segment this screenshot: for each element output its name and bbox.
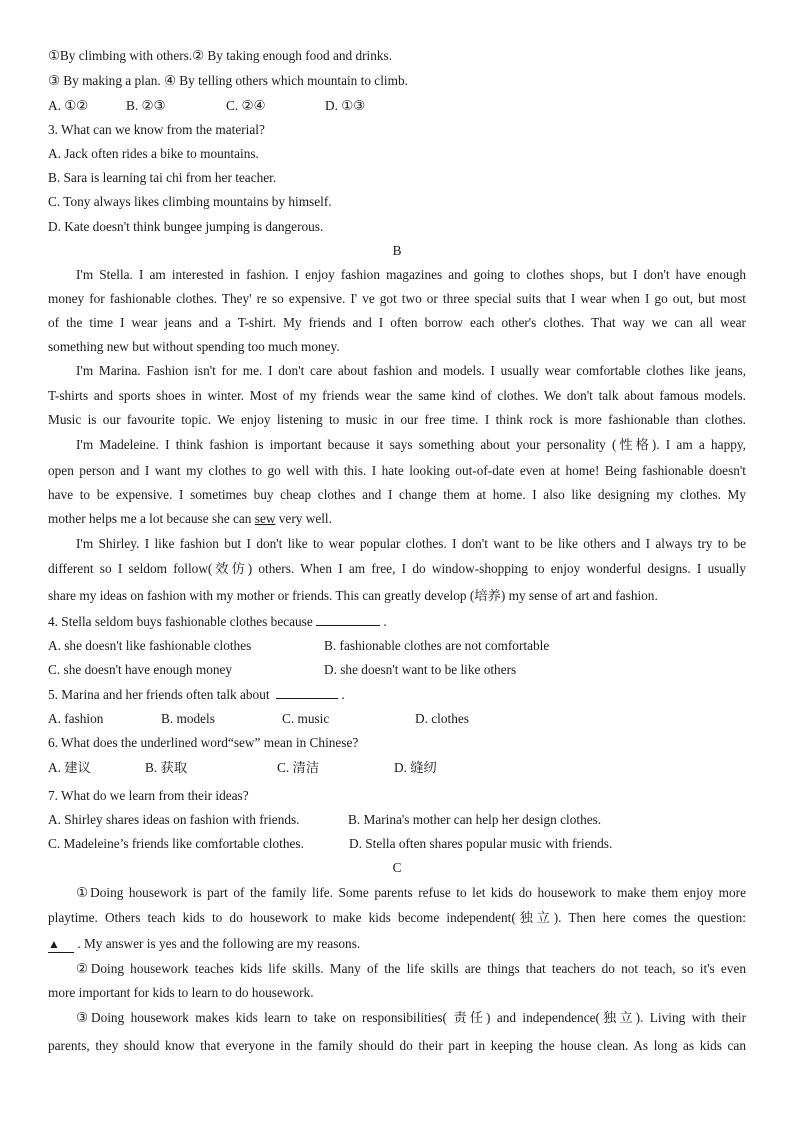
q5-answer-blank[interactable] [276, 684, 338, 699]
marina-paragraph-line: I'm Marina. Fashion isn't for me. I don't care about fashion and models. I usually wear comfortable clothes like jeans, [76, 363, 746, 378]
q2-option-b[interactable]: B. ②③ [126, 98, 166, 113]
q2-choice-line-2: ③ By making a plan. ④ By telling others which mountain to climb. [48, 73, 408, 88]
q3-option-d[interactable]: D. Kate doesn't think bungee jumping is dangerous. [48, 219, 324, 234]
q5-options [48, 708, 746, 730]
section-b-heading: B [392, 243, 402, 258]
shirley-paragraph-line: different so I seldom follow(效仿) others. When I am free, I do window-shopping to enjoy wonderful designs. I usually [48, 561, 746, 576]
q6-option-a[interactable]: A. 建议 [48, 760, 91, 775]
q4-option-b[interactable]: B. fashionable clothes are not comfortable [324, 638, 550, 653]
q5-stem: 5. Marina and her friends often talk about [48, 687, 270, 702]
madeleine-paragraph-line: have to be expensive. I sometimes buy cheap clothes and I change them at home. I also like designing my clothes. My [48, 487, 746, 502]
madeleine-paragraph-line: open person and I want my clothes to go well with this. I hate looking out-of-date even at home! Being fashionable doesn't [48, 463, 746, 478]
section-c-paragraph-2-line: more important for kids to learn to do housework. [48, 985, 314, 1000]
q5-option-d[interactable]: D. clothes [415, 711, 469, 726]
q4-stem: 4. Stella seldom buys fashionable clothes because [48, 614, 313, 629]
q4-option-c[interactable]: C. she doesn't have enough money [48, 662, 233, 677]
q6-option-d[interactable]: D. 缝纫 [394, 760, 437, 775]
section-c-paragraph-1-line [48, 933, 746, 955]
stella-paragraph-line: I'm Stella. I am interested in fashion. I enjoy fashion magazines and going to clothes shops, but I don't have enough [76, 267, 746, 282]
marina-paragraph-line: Music is our favourite topic. We enjoy listening to music in our free time. I think rock is more fashionable than clothes. [48, 412, 746, 427]
shirley-paragraph-line: share my ideas on fashion with my mother or friends. This can greatly develop (培养) my sense of art and fashion. [48, 588, 658, 603]
q5-option-a[interactable]: A. fashion [48, 711, 104, 726]
q4-option-a[interactable]: A. she doesn't like fashionable clothes [48, 638, 252, 653]
q2-option-d[interactable]: D. ①③ [325, 98, 366, 113]
q2-choice-line-1: ①By climbing with others.② By taking enough food and drinks. [48, 48, 393, 63]
section-c-paragraph-3-line: parents, they should know that everyone in the family should do their part in keeping the house clean. As long as kids can [48, 1038, 746, 1053]
section-c-paragraph-1-line: playtime. Others teach kids to do housework to make kids become independent(独立). Then here comes the question: [48, 910, 746, 925]
q3-stem: 3. What can we know from the material? [48, 122, 265, 137]
stella-paragraph-line: money for fashionable clothes. They' re so expensive. I' ve got two or three special suits that I wear when I go out, but most [48, 291, 746, 306]
q2-option-c[interactable]: C. ②④ [226, 98, 266, 113]
q5-option-c[interactable]: C. music [282, 711, 330, 726]
marina-paragraph-line: T-shirts and sports shoes in winter. Most of my friends wear the same kind of clothes. We don't talk about famous models. [48, 388, 746, 403]
q3-option-c[interactable]: C. Tony always likes climbing mountains by himself. [48, 194, 332, 209]
q7-stem: 7. What do we learn from their ideas? [48, 788, 249, 803]
section-c-heading: C [392, 860, 402, 875]
madeleine-paragraph-line [48, 508, 746, 530]
stella-paragraph-line: of the time I wear jeans and a T-shirt. My friends and I often borrow each other's clothes. That way we can all wear [48, 315, 746, 330]
question-blank-marker[interactable]: ▲ [48, 937, 74, 953]
q3-option-a[interactable]: A. Jack often rides a bike to mountains. [48, 146, 259, 161]
section-c-paragraph-1-end: . My answer is yes and the following are my reasons. [77, 936, 361, 951]
q7-option-d[interactable]: D. Stella often shares popular music with friends. [349, 836, 613, 851]
q4-answer-blank[interactable] [316, 611, 380, 626]
q2-options [48, 95, 746, 117]
q4-options-row-1 [48, 635, 746, 657]
q7-option-c[interactable]: C. Madeleine’s friends like comfortable clothes. [48, 836, 304, 851]
q5-option-b[interactable]: B. models [161, 711, 215, 726]
q6-stem: 6. What does the underlined word“sew” mean in Chinese? [48, 735, 359, 750]
madeleine-text-before: mother helps me a lot because she can [48, 511, 255, 526]
q7-option-b[interactable]: B. Marina's mother can help her design clothes. [348, 812, 602, 827]
q6-options [48, 757, 746, 779]
q3-option-b[interactable]: B. Sara is learning tai chi from her teacher. [48, 170, 277, 185]
underlined-word-sew: sew [254, 511, 276, 526]
q2-option-a[interactable]: A. ①② [48, 98, 89, 113]
section-c-paragraph-1-line: ①Doing housework is part of the family life. Some parents refuse to let kids do housework to make them enjoy more [76, 885, 746, 900]
q4-options-row-2 [48, 659, 746, 681]
madeleine-paragraph-line: I'm Madeleine. I think fashion is important because it says something about your personality (性格). I am a happy, [76, 437, 746, 452]
q7-option-a[interactable]: A. Shirley shares ideas on fashion with friends. [48, 812, 300, 827]
q4-question: 4. Stella seldom buys fashionable clothes because . [48, 611, 746, 633]
section-c-paragraph-2-line: ②Doing housework teaches kids life skills. Many of the life skills are things that teachers do not teach, so it's even [76, 961, 746, 976]
stella-paragraph-line: something new but without spending too much money. [48, 339, 340, 354]
q6-option-c[interactable]: C. 清洁 [277, 760, 320, 775]
section-c-paragraph-3-line: ③Doing housework makes kids learn to take on responsibilities( 责任) and independence(独立). Living with their [76, 1010, 746, 1025]
q6-option-b[interactable]: B. 获取 [145, 760, 188, 775]
q7-options-row-1 [48, 809, 746, 831]
madeleine-text-after: very well. [275, 511, 332, 526]
shirley-paragraph-line: I'm Shirley. I like fashion but I don't like to wear popular clothes. I don't want to be like others and I always try to be [76, 536, 746, 551]
q5-question: 5. Marina and her friends often talk about . [48, 684, 746, 706]
q7-options-row-2 [48, 833, 746, 855]
q4-option-d[interactable]: D. she doesn't want to be like others [324, 662, 517, 677]
